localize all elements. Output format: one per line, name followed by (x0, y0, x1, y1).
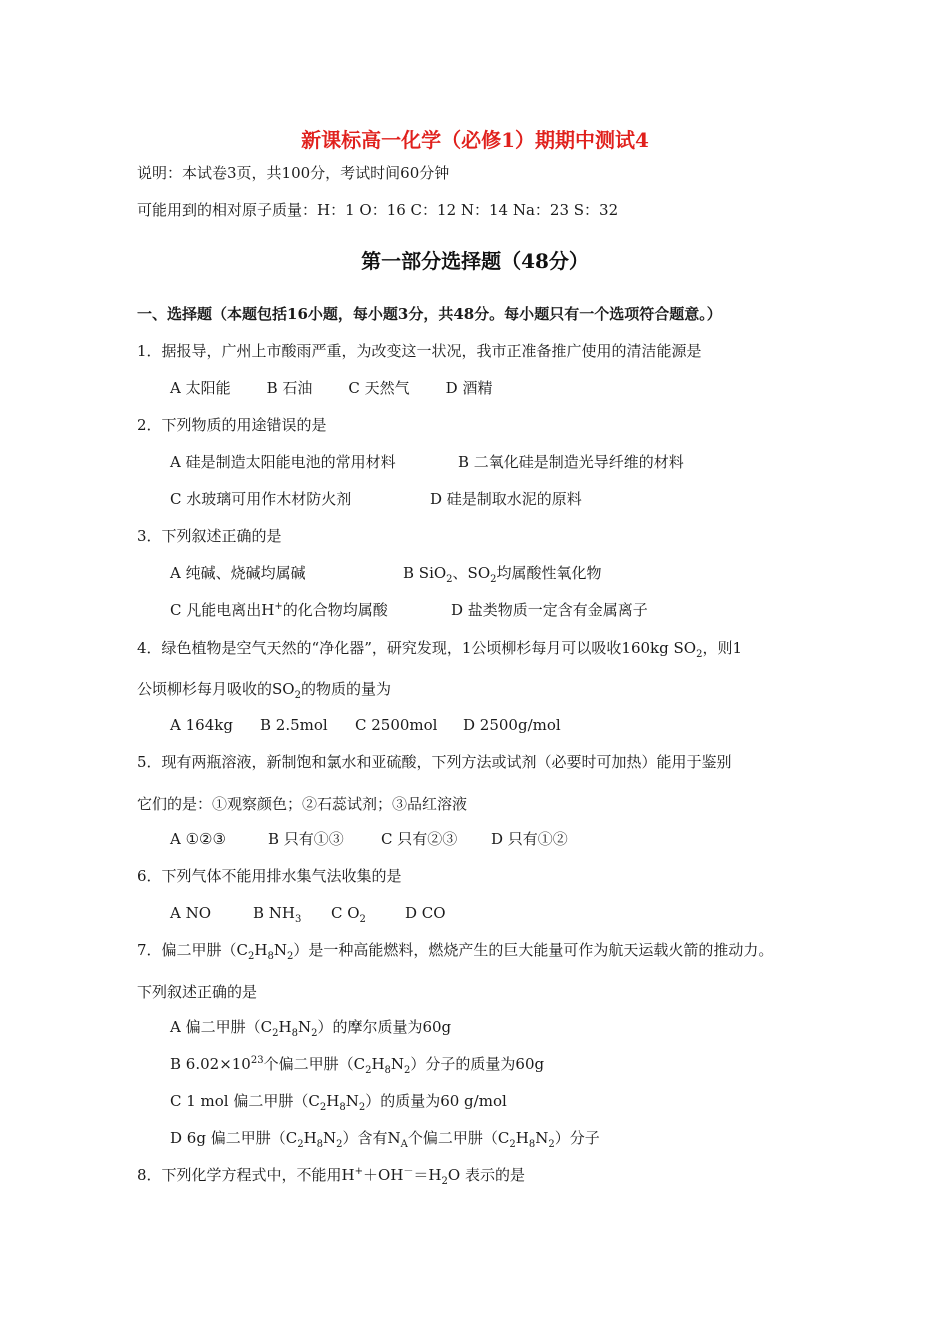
question-2-stem: 2．下列物质的用途错误的是 (137, 416, 327, 434)
option-b: B SiO$_2$、$SO_2$均属酸性氧化物 (403, 564, 602, 585)
option-c: C 1 mol 偏二甲肼$(C_2H_8N_2)$的质量为60 g/mol (170, 1092, 507, 1113)
option-c: C $O_2$ (331, 904, 366, 925)
option-b: B $6.02\times 10^{23}$个偏二甲肼$(C_2H_8N_2)$分子的质量为60g (170, 1055, 545, 1076)
question-3-stem: 3．下列叙述正确的是 (137, 527, 282, 545)
option-c: C 凡能电离出H+的化合物均属酸 (170, 601, 388, 619)
option-a: A 太阳能 (170, 379, 231, 397)
section-instructions: 一、选择题（本题包括16小题，每小题3分，共48分。每小题只有一个选项符合题意。） (137, 305, 722, 323)
question-4-stem: 4．绿色植物是空气天然的“净化器”，研究发现，1公顷柳杉每月可以吸收160kg $SO_2$，则1 (137, 639, 743, 660)
atomic-mass-line: 可能用到的相对原子质量：H：1 O：16 C：12 N：14 Na：23 S：32 (137, 201, 619, 219)
option-d: D 酒精 (445, 379, 493, 397)
option-a: A 纯碱、烧碱均属碱 (170, 564, 306, 582)
exam-title: 新课标高一化学（必修1）期期中测试4 (301, 128, 649, 152)
option-d: D 只有①② (491, 830, 568, 848)
option-d: D CO (405, 904, 446, 922)
option-c: C 天然气 (348, 379, 410, 397)
option-b: B 石油 (266, 379, 313, 397)
option-b: B 只有①③ (268, 830, 344, 848)
option-a: A 偏二甲肼$(C_2H_8N_2)$的摩尔质量为60g (170, 1018, 452, 1039)
option-d: D 6g 偏二甲肼$(C_2H_8N_2)$含有$N_A$个偏二甲肼$(C_2H_8N_2)$分子 (170, 1129, 600, 1150)
option-c: C 2500mol (355, 716, 438, 734)
option-a: A ①②③ (170, 830, 226, 848)
option-b: B 二氧化硅是制造光导纤维的材料 (458, 453, 684, 471)
option-c: C 水玻璃可用作木材防火剂 (170, 490, 352, 508)
option-a: A NO (170, 904, 212, 922)
option-d: D 2500g/mol (463, 716, 561, 734)
option-a: A 164kg (170, 716, 233, 734)
exam-description: 说明：本试卷3页，共100分，考试时间60分钟 (137, 164, 450, 182)
option-d: D 硅是制取水泥的原料 (430, 490, 582, 508)
option-d: D 盐类物质一定含有金属离子 (451, 601, 648, 619)
question-5-stem: 5．现有两瓶溶液，新制饱和氯水和亚硫酸，下列方法或试剂（必要时可加热）能用于鉴别 (137, 753, 732, 771)
question-5-stem-continued: 它们的是：①观察颜色；②石蕊试剂；③品红溶液 (137, 795, 468, 813)
option-a: A 硅是制造太阳能电池的常用材料 (170, 453, 396, 471)
option-b: B $NH_3$ (253, 904, 302, 925)
question-1-stem: 1．据报导，广州上市酸雨严重，为改变这一状况，我市正准备推广使用的清洁能源是 (137, 342, 702, 360)
question-1-options (170, 378, 492, 398)
question-6-stem: 6．下列气体不能用排水集气法收集的是 (137, 867, 402, 885)
option-b: B 2.5mol (260, 716, 328, 734)
option-c: C 只有②③ (381, 830, 458, 848)
question-8-stem: 8．下列化学方程式中，不能用$H^++OH^-=H_2O$ 表示的是 (137, 1166, 525, 1187)
question-7-stem: 7．偏二甲肼$(C_2H_8N_2)$是一种高能燃料，燃烧产生的巨大能量可作为航天运载火箭的推动力。 (137, 941, 774, 962)
section-title: 第一部分选择题（48分） (361, 249, 589, 273)
question-7-stem-continued: 下列叙述正确的是 (137, 983, 258, 1001)
question-4-stem-continued: 公顷柳杉每月吸收的$SO_2$的物质的量为 (137, 680, 391, 701)
